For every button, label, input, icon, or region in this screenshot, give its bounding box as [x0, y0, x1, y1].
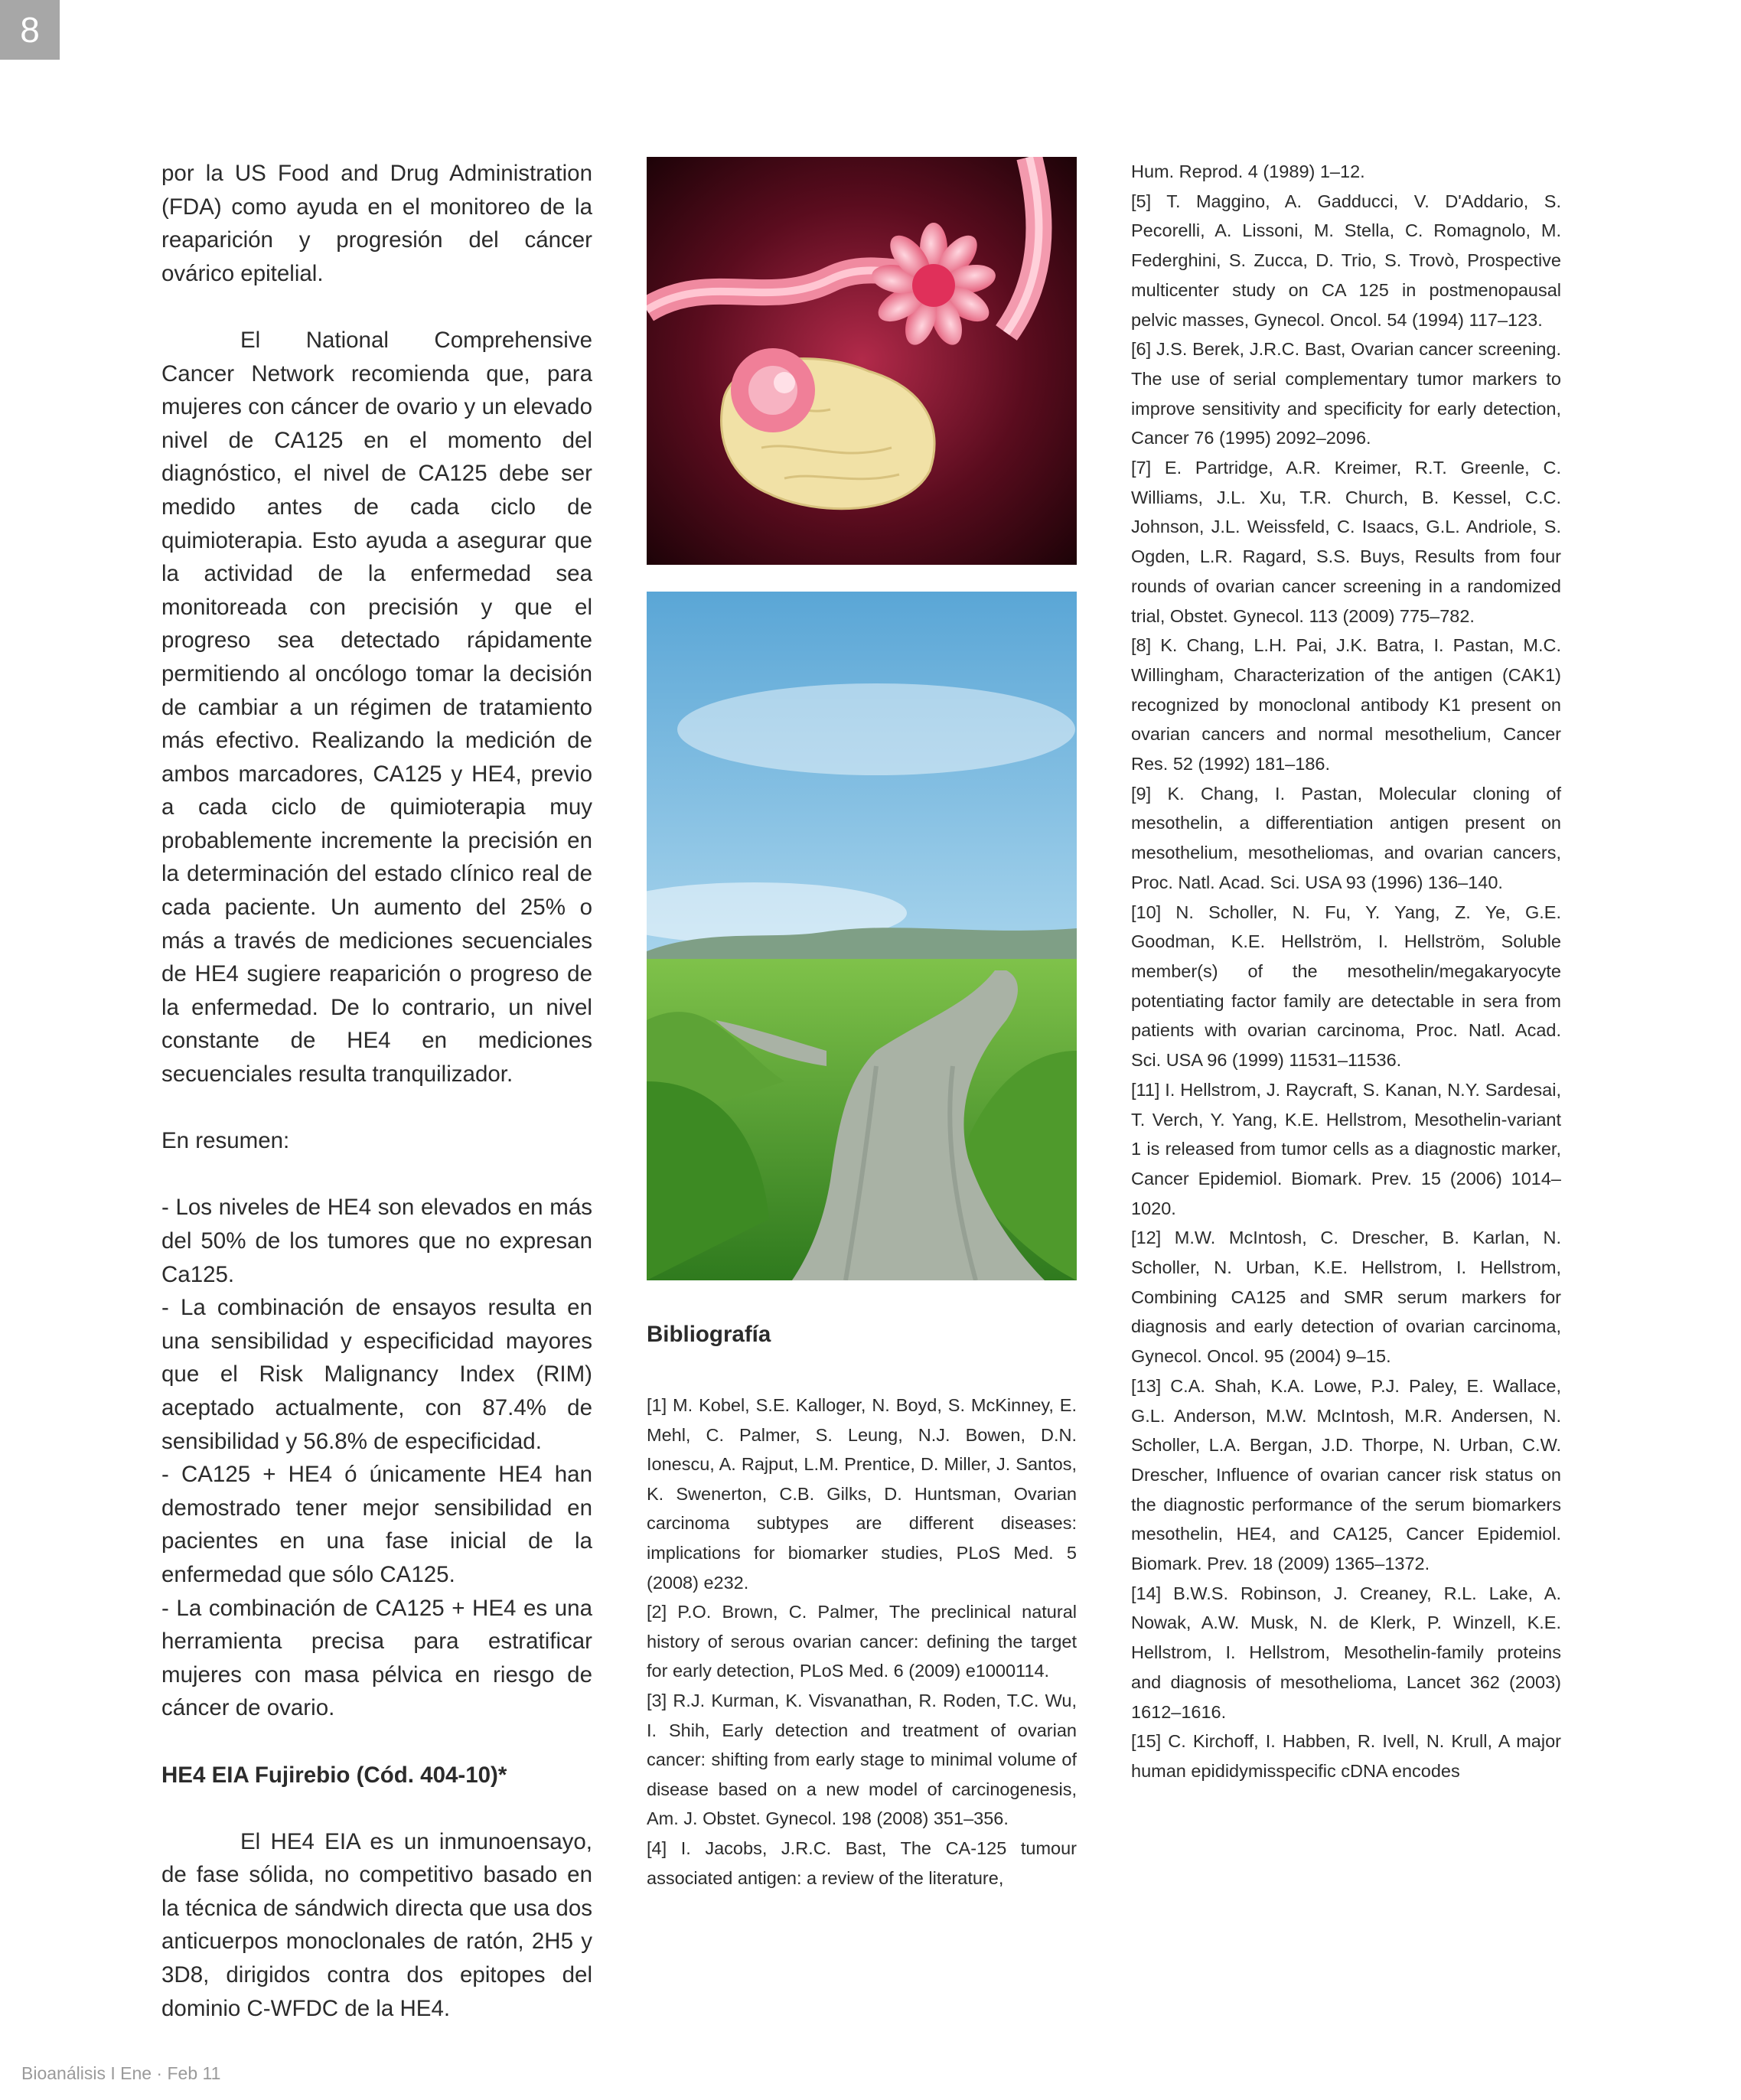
reference-item: [7] E. Partridge, A.R. Kreimer, R.T. Greenle, C. Williams, J.L. Xu, T.R. Church, B. Kessel, C.C. Johnson, J.L. Weissfeld, C. Isaacs, G.L. Andriole, S. Ogden, L.R. Ragard, S.S. Buys, Results from four rounds of ovarian cancer screening in a randomized trial, Obstet. Gynecol. 113 (2009) 775–782. — [1131, 458, 1561, 626]
summary-label: En resumen: — [161, 1128, 290, 1154]
reference-item: Hum. Reprod. 4 (1989) 1–12. — [1131, 161, 1365, 181]
bibliography-title: Bibliografía — [647, 1322, 771, 1347]
reference-item: [11] I. Hellstrom, J. Raycraft, S. Kanan, N.Y. Sardesai, T. Verch, Y. Yang, K.E. Hellstrom, Mesothelin-variant 1 is released from tumor cells as a diagnostic marker, Cancer Epidemiol. Biomark. Prev. 15 (2006) 1014–1020. — [1131, 1079, 1561, 1218]
reference-item: [2] P.O. Brown, C. Palmer, The preclinical natural history of serous ovarian cancer: defining the target for early detection, PLoS Med. 6 (2009) e1000114. — [647, 1602, 1077, 1681]
paragraph-he4-eia: El HE4 EIA es un inmunoensayo, de fase sólida, no competitivo basado en la técnica de sándwich directa que usa dos anticuerpos monoclonales de ratón, 2H5 y 3D8, dirigidos contra dos epitopes del dominio C-WFDC de la HE4. — [161, 1828, 592, 2021]
landscape-path-image — [647, 592, 1077, 1280]
paragraph-nccn: El National Comprehensive Cancer Network recomienda que, para mujeres con cáncer de ovario y un elevado nivel de CA125 en el momento del diagnóstico, el nivel de CA125 debe ser medido antes de cada ciclo de quimioterapia. Esto ayuda a asegurar que la actividad de la enfermedad sea monitoreada con precisión y que el progreso sea detectado rápidamente permitiendo al oncólogo tomar la decisión de cambiar a un régimen de tratamiento más efectivo. Realizando la medición de ambos marcadores, CA125 y HE4, previo a cada ciclo de quimioterapia muy probablemente incremente la precisión en la determinación del estado clínico real de cada paciente. Un aumento del 25% o más a través de mediciones secuenciales de HE4 sugiere reaparición o progreso de la enfermedad. De lo contrario, un nivel constante de HE4 en mediciones secuenciales resulta tranquilizador. — [161, 327, 592, 1088]
reference-item: [5] T. Maggino, A. Gadducci, V. D'Addario, S. Pecorelli, A. Lissoni, M. Stella, C. Romagnolo, M. Federghini, S. Zucca, D. Trio, S. Trovò, Prospective multicenter study on CA 125 in postmenopausal pelvic masses, Gynecol. Oncol. 54 (1994) 117–123. — [1131, 191, 1561, 330]
reference-item: [15] C. Kirchoff, I. Habben, R. Ivell, N. Krull, A major human epididymisspecific cDNA encodes — [1131, 1731, 1561, 1781]
reference-item: [4] I. Jacobs, J.R.C. Bast, The CA-125 tumour associated antigen: a review of the literature, — [647, 1838, 1077, 1888]
reference-item: [1] M. Kobel, S.E. Kalloger, N. Boyd, S. McKinney, E. Mehl, C. Palmer, S. Leung, N.J. Bowen, D.N. Ionescu, A. Rajput, L.M. Prentice, D. Miller, J. Santos, K. Swenerton, C.B. Gilks, D. Huntsman, Ovarian carcinoma subtypes are different diseases: implications for biomarker studies, PLoS Med. 5 (2008) e232. — [647, 1395, 1077, 1593]
reference-item: [14] B.W.S. Robinson, J. Creaney, R.L. Lake, A. Nowak, A.W. Musk, N. de Klerk, P. Winzell, K.E. Hellstrom, I. Hellstrom, Mesothelin-family proteins and diagnosis of mesothelioma, Lancet 362 (2003) 1612–1616. — [1131, 1583, 1561, 1722]
reference-item: [10] N. Scholler, N. Fu, Y. Yang, Z. Ye, G.E. Goodman, K.E. Hellström, I. Hellström, Soluble member(s) of the mesothelin/megakaryocyte potentiating factor family are detectable in sera from patients with ovarian carcinoma, Proc. Natl. Acad. Sci. USA 96 (1999) 11531–11536. — [1131, 902, 1561, 1071]
reference-item: [12] M.W. McIntosh, C. Drescher, B. Karlan, N. Scholler, N. Urban, K.E. Hellstrom, I. Hellstrom, Combining CA125 and SMR serum markers for diagnosis and early detection of ovarian carcinoma, Gynecol. Oncol. 95 (2004) 9–15. — [1131, 1228, 1561, 1367]
summary-bullet: - La combinación de ensayos resulta en una sensibilidad y especificidad mayores que el Risk Malignancy Index (RIM) aceptado actualmente, con 87.4% de sensibilidad y 56.8% de especificidad. — [161, 1295, 592, 1454]
paragraph-fda: por la US Food and Drug Administration (FDA) como ayuda en el monitoreo de la reaparición y progresión del cáncer ovárico epitelial. — [161, 161, 592, 286]
reference-item: [8] K. Chang, L.H. Pai, J.K. Batra, I. Pastan, M.C. Willingham, Characterization of the antigen (CAK1) recognized by monoclonal antibody K1 present on ovarian cancers and normal mesothelium, Cancer Res. 52 (1992) 181–186. — [1131, 635, 1561, 774]
reference-item: [3] R.J. Kurman, K. Visvanathan, R. Roden, T.C. Wu, I. Shih, Early detection and treatment of ovarian cancer: shifting from early stage to minimal volume of disease based on a new model of carcinogenesis, Am. J. Obstet. Gynecol. 198 (2008) 351–356. — [647, 1690, 1077, 1829]
summary-bullet: - La combinación de CA125 + HE4 es una herramienta precisa para estratificar mujeres con masa pélvica en riesgo de cáncer de ovario. — [161, 1595, 592, 1721]
ovary-illustration-image — [647, 157, 1077, 565]
page-footer: Bioanálisis I Ene · Feb 11 — [21, 2063, 221, 2083]
reference-item: [9] K. Chang, I. Pastan, Molecular cloning of mesothelin, a differentiation antigen present on mesothelium, mesotheliomas, and ovarian cancers, Proc. Natl. Acad. Sci. USA 93 (1996) 136–140. — [1131, 783, 1561, 892]
bibliography-column-right — [1131, 157, 1561, 1786]
main-text-column — [161, 157, 592, 2025]
summary-bullet: - Los niveles de HE4 son elevados en más del 50% de los tumores que no expresan Ca125. — [161, 1195, 592, 1287]
bibliography-column-left — [647, 1391, 1077, 1893]
reference-item: [6] J.S. Berek, J.R.C. Bast, Ovarian cancer screening. The use of serial complementary tumor markers to improve sensitivity and specificity for early detection, Cancer 76 (1995) 2092–2096. — [1131, 339, 1561, 448]
page-number: 8 — [0, 0, 60, 60]
section-heading: HE4 EIA Fujirebio (Cód. 404-10)* — [161, 1762, 507, 1788]
summary-bullet: - CA125 + HE4 ó únicamente HE4 han demostrado tener mejor sensibilidad en pacientes en una fase inicial de la enfermedad que sólo CA125. — [161, 1462, 592, 1587]
reference-item: [13] C.A. Shah, K.A. Lowe, P.J. Paley, E. Wallace, G.L. Anderson, M.W. McIntosh, M.R. Andersen, N. Scholler, L.A. Bergan, J.D. Thorpe, N. Urban, C.W. Drescher, Influence of ovarian cancer risk status on the diagnostic performance of the serum biomarkers mesothelin, HE4, and CA125, Cancer Epidemiol. Biomark. Prev. 18 (2009) 1365–1372. — [1131, 1375, 1561, 1574]
